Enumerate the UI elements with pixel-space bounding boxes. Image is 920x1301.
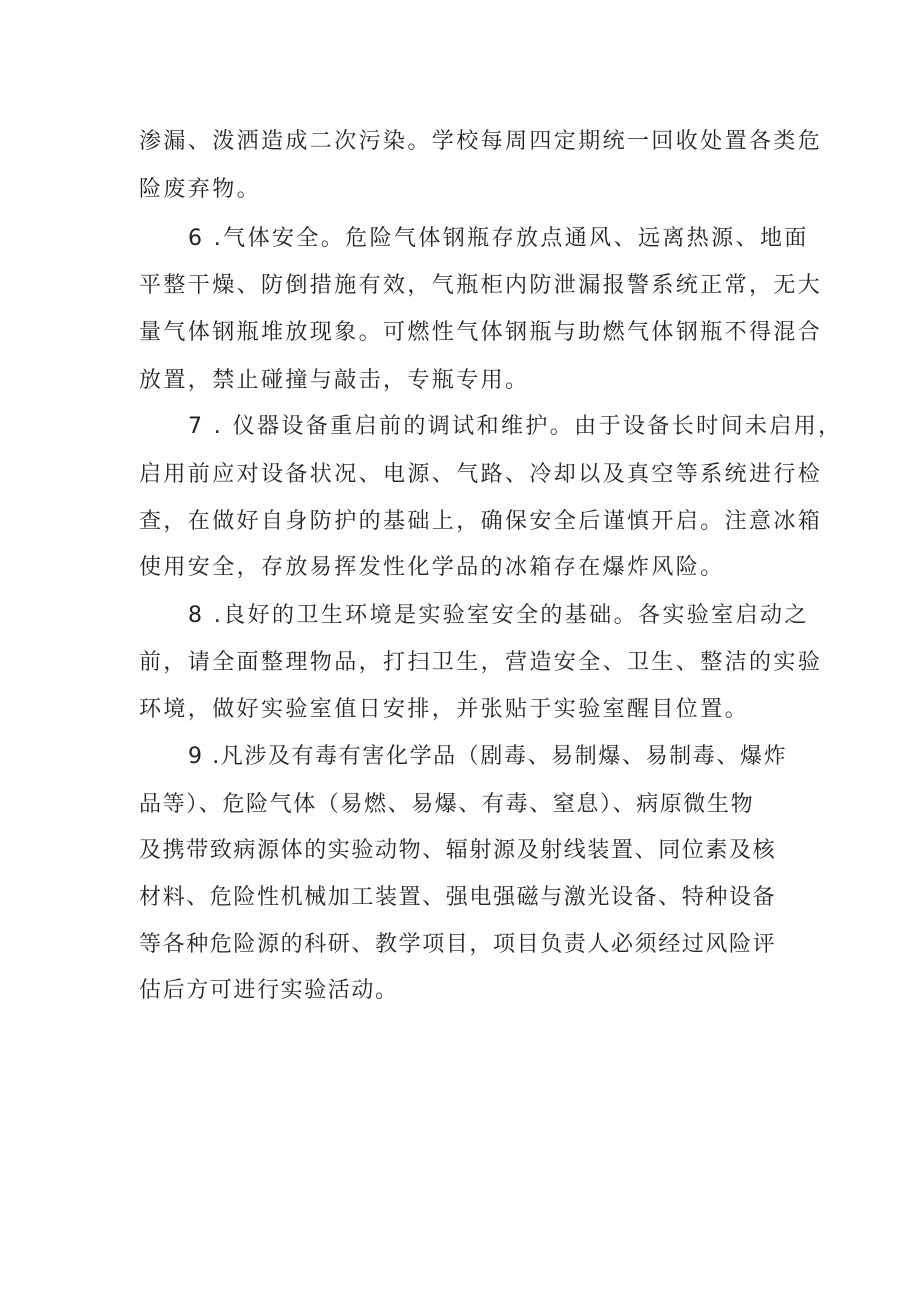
text-line: 9 .凡涉及有毒有害化学品（剧毒、易制爆、易制毒、爆炸 [188, 744, 788, 769]
text-line: 渗漏、泼洒造成二次污染。学校每周四定期统一回收处置各类危 [139, 129, 823, 154]
text-line: 7 . 仪器设备重启前的调试和维护。由于设备长时间未启用， [188, 414, 843, 439]
text-line: 平整干燥、防倒措施有效，气瓶柜内防泄漏报警系统正常，无大 [139, 273, 823, 298]
text-line: 环境，做好实验室值日安排，并张贴于实验室醒目位置。 [139, 697, 750, 722]
text-line: 8 .良好的卫生环境是实验室安全的基础。各实验室启动之 [188, 603, 809, 628]
text-line: 放置，禁止碰撞与敲击，专瓶专用。 [139, 368, 530, 393]
text-line: 启用前应对设备状况、电源、气路、冷却以及真空等系统进行检 [139, 462, 823, 487]
text-line: 6 .气体安全。危险气体钢瓶存放点通风、远离热源、地面 [188, 226, 809, 251]
text-line: 使用安全，存放易挥发性化学品的冰箱存在爆炸风险。 [139, 555, 725, 580]
text-line: 材料、危险性机械加工装置、强电强磁与激光设备、特种设备 [139, 885, 777, 910]
text-line: 前，请全面整理物品，打扫卫生，营造安全、卫生、整洁的实验 [139, 650, 823, 675]
text-line: 及携带致病源体的实验动物、辐射源及射线装置、同位素及核 [139, 838, 777, 863]
text-line: 险废弃物。 [139, 177, 262, 202]
text-line: 等各种危险源的科研、教学项目，项目负责人必须经过风险评 [139, 932, 777, 957]
text-line: 品等）、危险气体（易燃、易爆、有毒、窒息）、病原微生物 [139, 792, 755, 817]
text-line: 量气体钢瓶堆放现象。可燃性气体钢瓶与助燃气体钢瓶不得混合 [139, 320, 823, 345]
text-line: 查，在做好自身防护的基础上，确保安全后谨慎开启。注意冰箱 [139, 509, 823, 534]
text-line: 估后方可进行实验活动。 [139, 978, 399, 1003]
